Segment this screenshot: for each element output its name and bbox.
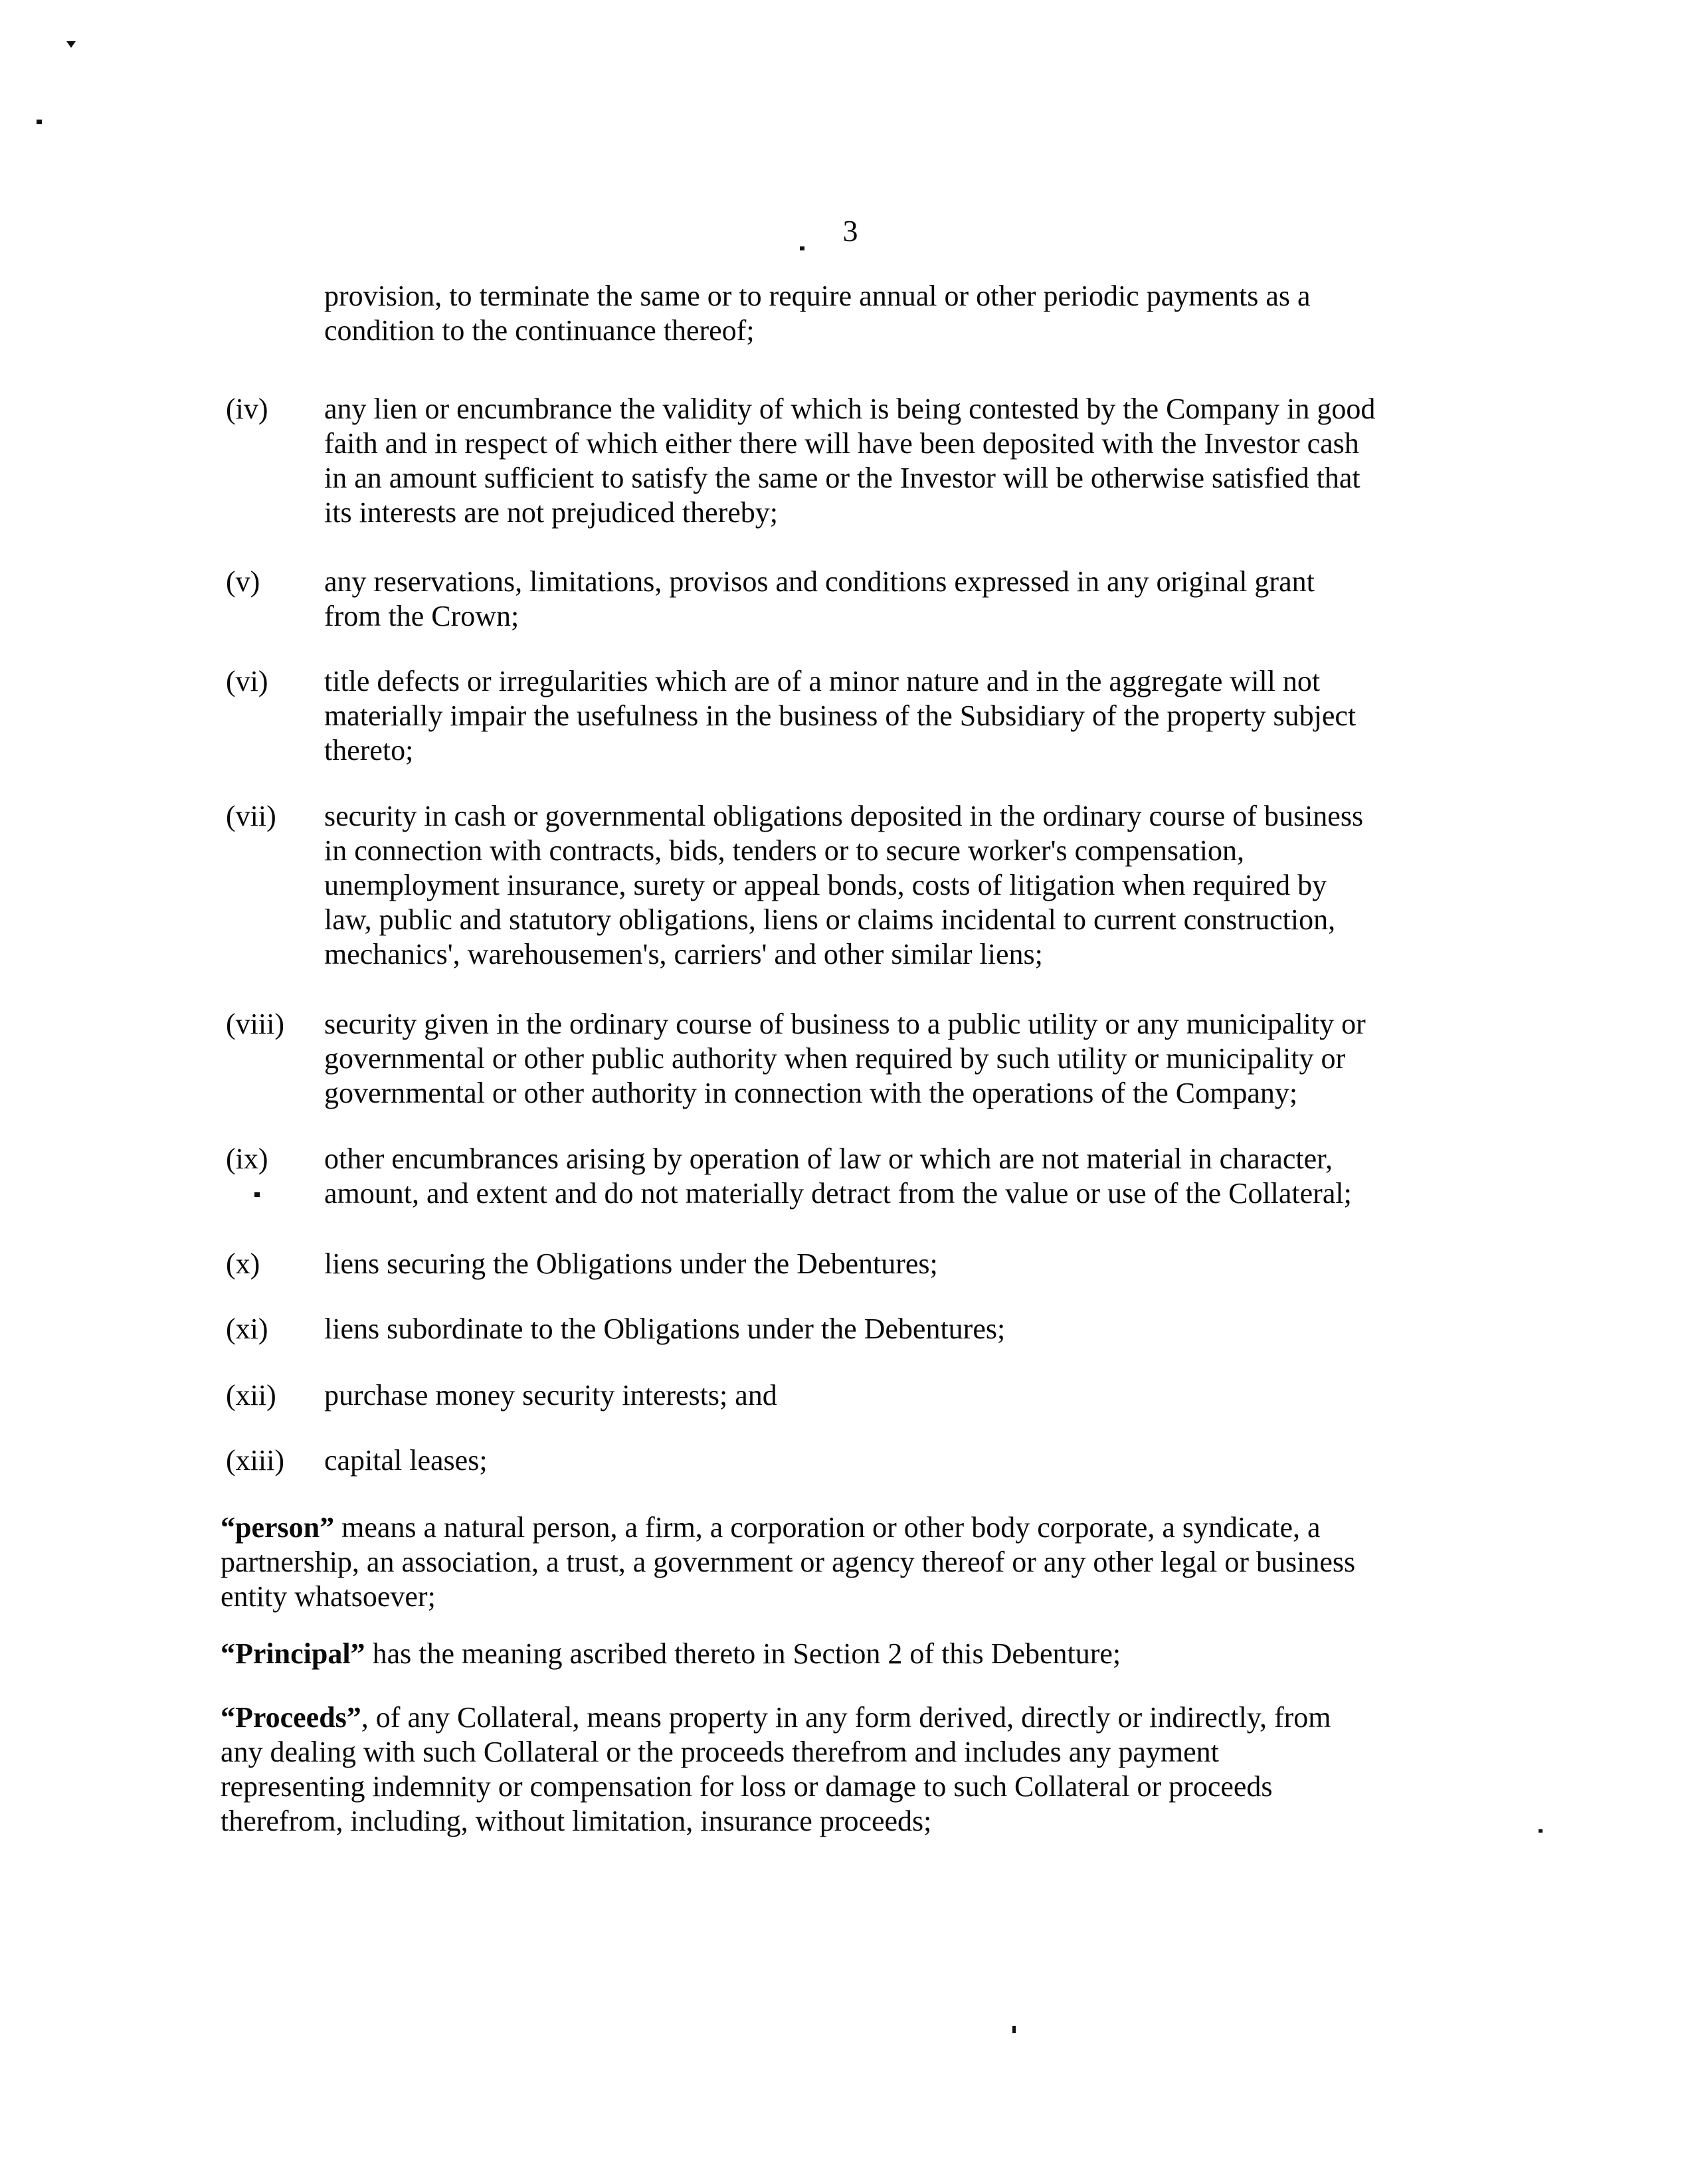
definition-person bbox=[221, 1510, 1355, 1614]
list-item-xii bbox=[226, 1378, 777, 1413]
text-line: title defects or irregularities which are of a minor nature and in the aggregate will not bbox=[324, 665, 1321, 697]
text-line: liens securing the Obligations under the Debentures; bbox=[324, 1247, 938, 1280]
paragraph-continuation bbox=[226, 279, 1311, 348]
list-item-viii bbox=[226, 1007, 1366, 1111]
defined-term: “Proceeds” bbox=[221, 1701, 361, 1734]
text-line: “Proceeds”, of any Collateral, means property in any form derived, directly or indirectly, from bbox=[221, 1701, 1331, 1734]
text-line: security in cash or governmental obligations deposited in the ordinary course of business bbox=[324, 800, 1364, 832]
text-line: “person” means a natural person, a firm, a corporation or other body corporate, a syndicate, a bbox=[221, 1511, 1321, 1544]
text-line: any dealing with such Collateral or the proceeds therefrom and includes any payment bbox=[221, 1736, 1219, 1768]
text-line: governmental or other authority in connection with the operations of the Company; bbox=[324, 1077, 1298, 1109]
list-item-label: (vi) bbox=[226, 665, 268, 697]
list-item-vii bbox=[226, 799, 1363, 972]
text-line: security given in the ordinary course of business to a public utility or any municipality or bbox=[324, 1008, 1366, 1040]
text-line: governmental or other public authority when required by such utility or municipality or bbox=[324, 1042, 1346, 1075]
list-item-label: (viii) bbox=[226, 1008, 284, 1040]
text-line: liens subordinate to the Obligations under the Debentures; bbox=[324, 1313, 1006, 1345]
text-line: representing indemnity or compensation for loss or damage to such Collateral or proceeds bbox=[221, 1770, 1273, 1803]
text-line: condition to the continuance thereof; bbox=[324, 314, 755, 347]
text-line: capital leases; bbox=[324, 1444, 488, 1477]
text-line: therefrom, including, without limitation, insurance proceeds; bbox=[221, 1805, 932, 1837]
scan-speck bbox=[254, 1192, 260, 1197]
text-line: amount, and extent and do not materially detract from the value or use of the Collateral; bbox=[324, 1177, 1352, 1210]
text-line: any lien or encumbrance the validity of which is being contested by the Company in good bbox=[324, 393, 1376, 425]
text-line: any reservations, limitations, provisos and conditions expressed in any original grant bbox=[324, 565, 1315, 598]
text-line: in connection with contracts, bids, tenders or to secure worker's compensation, bbox=[324, 834, 1244, 867]
text-line: “Principal” has the meaning ascribed thereto in Section 2 of this Debenture; bbox=[221, 1637, 1121, 1670]
page-number: 3 bbox=[842, 214, 858, 248]
scan-speck bbox=[37, 120, 42, 124]
text-line: mechanics', warehousemen's, carriers' and other similar liens; bbox=[324, 938, 1043, 970]
list-item-label: (xiii) bbox=[226, 1444, 284, 1477]
text-line: in an amount sufficient to satisfy the same or the Investor will be otherwise satisfied that bbox=[324, 462, 1361, 494]
list-item-label: (x) bbox=[226, 1247, 260, 1280]
scan-speck bbox=[1012, 2026, 1016, 2033]
list-item-label: (v) bbox=[226, 565, 260, 598]
list-item-iv bbox=[226, 392, 1375, 530]
text-line: its interests are not prejudiced thereby; bbox=[324, 496, 778, 529]
list-item-ix bbox=[226, 1142, 1352, 1211]
text-line: faith and in respect of which either there will have been deposited with the Investor cash bbox=[324, 427, 1359, 460]
list-item-xiii bbox=[226, 1443, 488, 1478]
list-item-label: (ix) bbox=[226, 1142, 268, 1175]
scan-speck bbox=[66, 41, 76, 48]
definition-proceeds bbox=[221, 1700, 1331, 1839]
list-item-x bbox=[226, 1247, 938, 1281]
defined-term: “person” bbox=[221, 1511, 335, 1544]
list-item-label: (xii) bbox=[226, 1379, 276, 1411]
list-item-label: (vii) bbox=[226, 800, 276, 832]
text-line: law, public and statutory obligations, liens or claims incidental to current construction, bbox=[324, 903, 1336, 936]
defined-term: “Principal” bbox=[221, 1637, 365, 1670]
list-item-label: (xi) bbox=[226, 1313, 268, 1345]
text-line: other encumbrances arising by operation of law or which are not material in character, bbox=[324, 1142, 1333, 1175]
scan-speck bbox=[800, 246, 804, 250]
text-line: entity whatsoever; bbox=[221, 1580, 436, 1613]
text-line: partnership, an association, a trust, a government or agency thereof or any other legal or business bbox=[221, 1546, 1356, 1578]
text-line: from the Crown; bbox=[324, 600, 519, 632]
text-line: unemployment insurance, surety or appeal bonds, costs of litigation when required by bbox=[324, 869, 1327, 901]
list-item-label: (iv) bbox=[226, 393, 268, 425]
text-line: thereto; bbox=[324, 734, 414, 767]
text-line: provision, to terminate the same or to require annual or other periodic payments as a bbox=[324, 280, 1311, 312]
text-line: materially impair the usefulness in the business of the Subsidiary of the property subject bbox=[324, 699, 1357, 732]
scan-speck bbox=[1539, 1829, 1543, 1833]
text-line: purchase money security interests; and bbox=[324, 1379, 777, 1411]
list-item-xi bbox=[226, 1312, 1005, 1346]
definition-principal bbox=[221, 1637, 1121, 1671]
list-item-v bbox=[226, 565, 1315, 634]
list-item-vi bbox=[226, 664, 1356, 768]
